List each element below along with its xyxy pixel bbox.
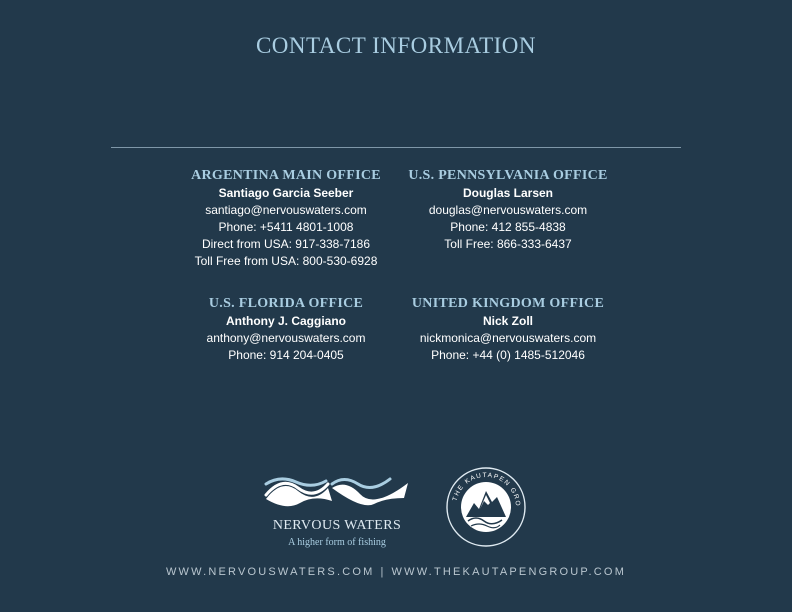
office-argentina: [171, 167, 401, 270]
contact-phone: Phone: 914 204-0405: [228, 348, 344, 362]
logo-ring-text: THE KAUTAPEN GRO: [451, 471, 522, 508]
contact-phone: Phone: +44 (0) 1485-512046: [431, 348, 585, 362]
contact-direct-phone: Direct from USA: 917-338-7186: [201, 237, 371, 251]
contact-email[interactable]: anthony@nervouswaters.com: [206, 331, 366, 345]
contact-email[interactable]: santiago@nervouswaters.com: [205, 203, 367, 217]
office-heading: ARGENTINA MAIN OFFICE: [191, 168, 381, 183]
contact-name: Anthony J. Caggiano: [226, 314, 346, 328]
divider: [111, 147, 681, 148]
office-heading: UNITED KINGDOM OFFICE: [411, 296, 605, 311]
office-pennsylvania: [393, 167, 623, 253]
contact-phone: Phone: +5411 4801-1008: [218, 220, 354, 234]
footer-link-nervouswaters[interactable]: WWW.NERVOUSWATERS.COM: [165, 566, 375, 578]
office-florida: [171, 295, 401, 364]
contact-email[interactable]: douglas@nervouswaters.com: [428, 203, 588, 217]
kautapen-group-logo: [444, 465, 528, 549]
contact-tollfree-phone: Toll Free: 866-333-6437: [444, 237, 572, 251]
contact-email[interactable]: nickmonica@nervouswaters.com: [419, 331, 597, 345]
footer-link-kautapen[interactable]: WWW.THEKAUTAPENGROUP.COM: [391, 566, 627, 578]
office-heading: U.S. FLORIDA OFFICE: [208, 296, 364, 311]
logo-tagline: A higher form of fishing: [288, 537, 386, 548]
contact-tollfree-phone: Toll Free from USA: 800-530-6928: [194, 254, 378, 268]
office-heading: U.S. PENNSYLVANIA OFFICE: [408, 168, 608, 183]
wave-icon: [262, 474, 412, 512]
office-uk: [393, 295, 623, 364]
kautapen-seal-icon: [444, 465, 528, 549]
contact-name: Douglas Larsen: [462, 186, 554, 200]
footer-separator: |: [380, 566, 386, 578]
nervous-waters-logo: [262, 474, 412, 548]
contact-name: Santiago Garcia Seeber: [218, 186, 354, 200]
contact-name: Nick Zoll: [482, 314, 533, 328]
footer-links: [0, 566, 792, 578]
logo-name: NERVOUS WATERS: [272, 518, 402, 533]
contact-phone: Phone: 412 855-4838: [450, 220, 566, 234]
page-title: CONTACT INFORMATION: [255, 33, 537, 58]
